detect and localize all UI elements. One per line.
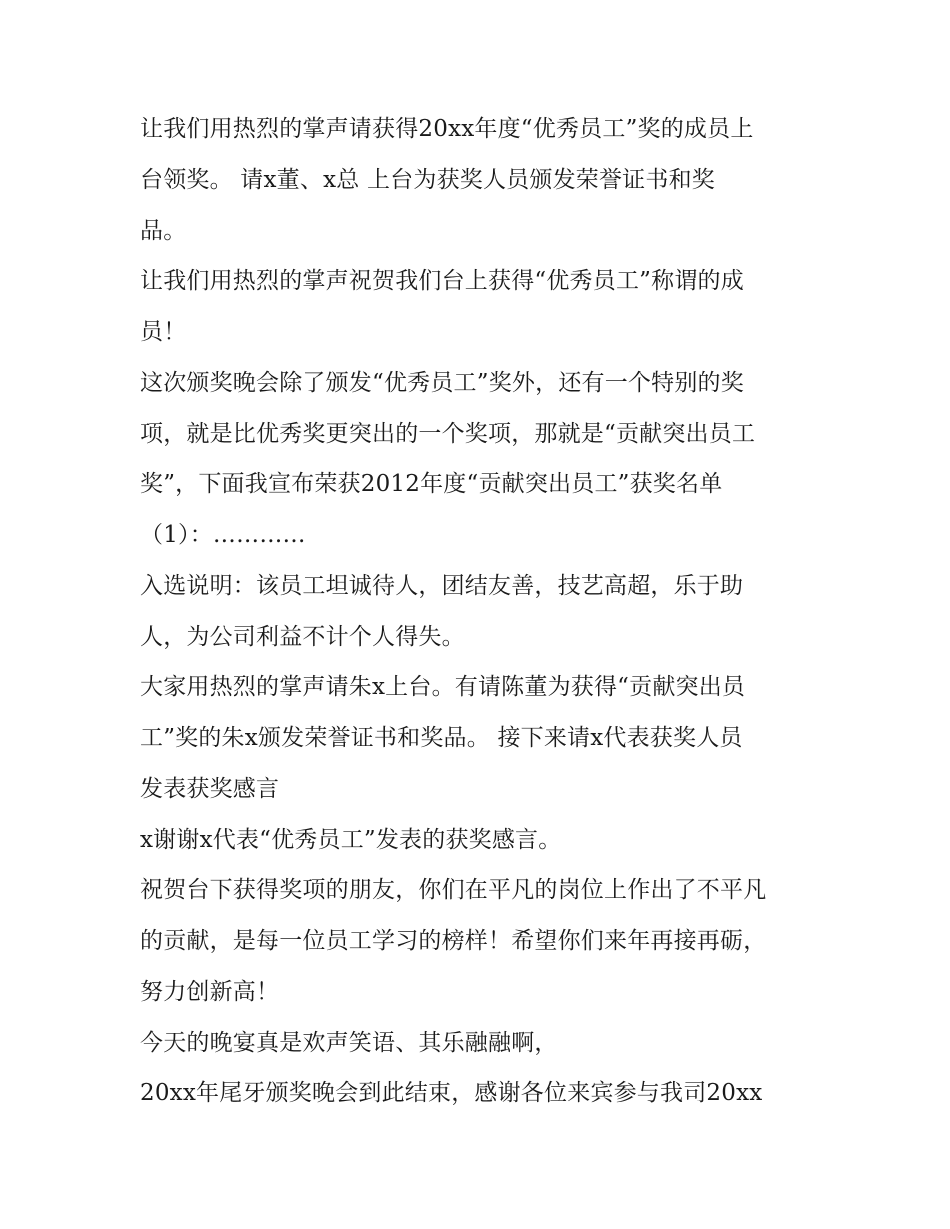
text-line: 让我们用热烈的掌声请获得20xx年度“优秀员工”奖的成员上 <box>140 116 754 142</box>
text-line: 发表获奖感言 <box>140 776 280 802</box>
text-line: 员！ <box>140 319 187 345</box>
text-line: 入选说明：该员工坦诚待人，团结友善，技艺高超，乐于助 <box>140 573 744 599</box>
text-line: x谢谢x代表“优秀员工”发表的获奖感言。 <box>140 827 562 853</box>
text-line: 奖”，下面我宣布荣获2012年度“贡献突出员工”获奖名单 <box>140 471 723 497</box>
text-line: 努力创新高！ <box>140 979 280 1005</box>
text-line: 项，就是比优秀奖更突出的一个奖项，那就是“贡献突出员工 <box>140 421 756 447</box>
text-line: 今天的晚宴真是欢声笑语、其乐融融啊， <box>140 1030 558 1056</box>
text-line: 20xx年尾牙颁奖晚会到此结束，感谢各位来宾参与我司20xx <box>140 1080 763 1106</box>
text-line: 品。 <box>140 218 187 244</box>
text-line: 人，为公司利益不计个人得失。 <box>140 624 465 650</box>
text-line: 工”奖的朱x颁发荣誉证书和奖品。 接下来请x代表获奖人员 <box>140 725 743 751</box>
text-line: 大家用热烈的掌声请朱x上台。有请陈董为获得“贡献突出员 <box>140 674 746 700</box>
text-line: 让我们用热烈的掌声祝贺我们台上获得“优秀员工”称谓的成 <box>140 268 744 294</box>
text-line: 的贡献，是每一位员工学习的榜样！希望你们来年再接再砺， <box>140 928 767 954</box>
text-line: 这次颁奖晚会除了颁发“优秀员工”奖外，还有一个特别的奖 <box>140 370 744 396</box>
text-line: 台领奖。 请x董、x总 上台为获奖人员颁发荣誉证书和奖 <box>140 167 715 193</box>
text-line: 祝贺台下获得奖项的朋友，你们在平凡的岗位上作出了不平凡 <box>140 877 767 903</box>
text-line: （1）：………… <box>140 522 306 548</box>
